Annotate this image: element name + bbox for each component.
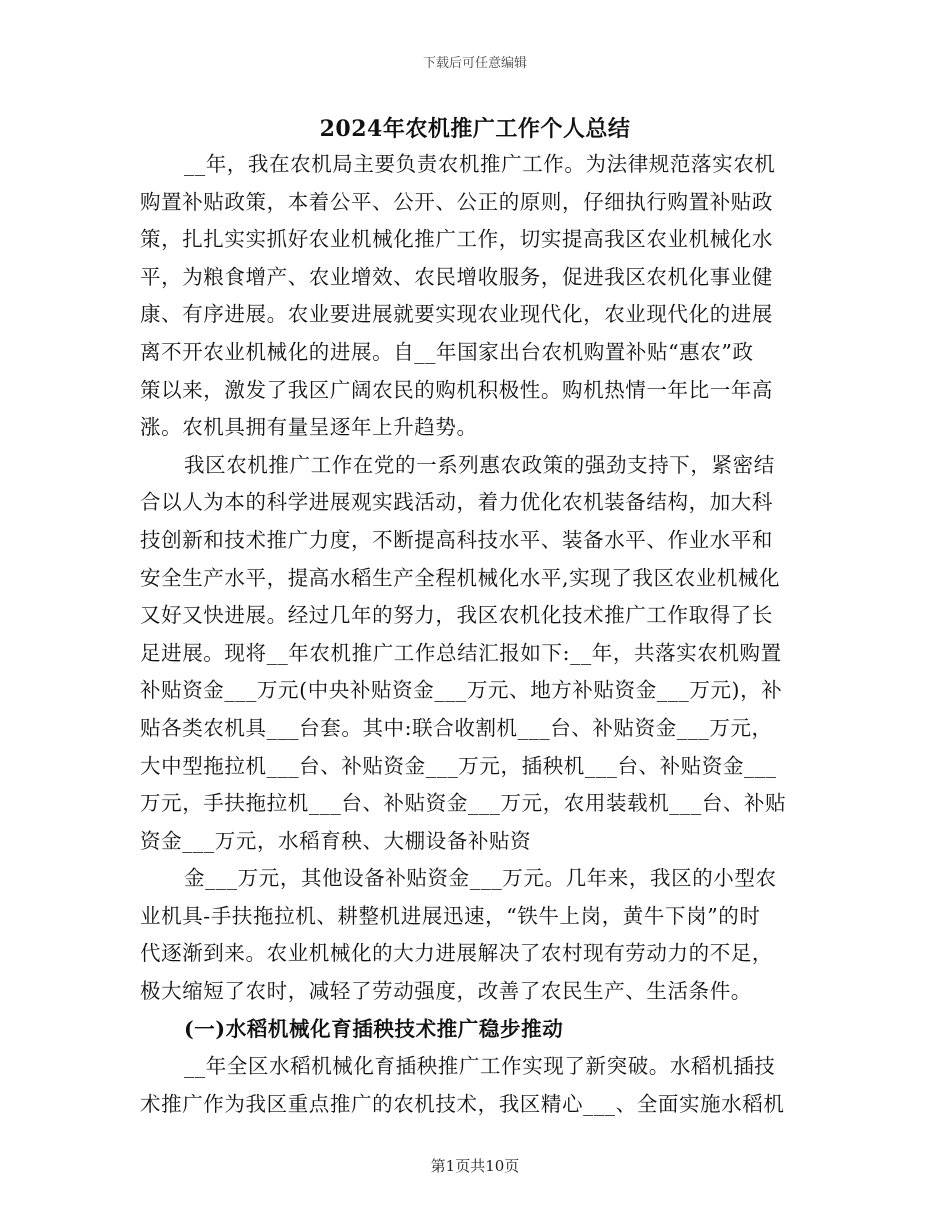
section-heading: (一)水稻机械化育插秧技术推广稳步推动 [184,1016,564,1041]
text-line: __年全区水稻机械化育插秧推广工作实现了新突破。水稻机插技 [184,1054,776,1079]
text-line: 又好又快进展。经过几年的努力，我区农机化技术推广工作取得了长 [140,603,773,628]
text-line: 策以来，激发了我区广阔农民的购机积极性。购机热情一年比一年高 [140,377,773,402]
text-line: 补贴资金___万元(中央补贴资金___万元、地方补贴资金___万元)，补 [140,678,783,703]
document-body [140,146,810,1123]
text-line: 大中型拖拉机___台、补贴资金___万元，插秧机___台、补贴资金___ [140,753,777,778]
text-line: 策，扎扎实实抓好农业机械化推广工作，切实提高我区农业机械化水 [140,227,773,252]
text-line: 离不开农业机械化的进展。自__年国家出台农机购置补贴“惠农”政 [140,339,754,364]
text-line: 安全生产水平，提高水稻生产全程机械化水平,实现了我区农业机械化 [140,565,781,590]
text-line: 康、有序进展。农业要进展就要实现农业现代化，农业现代化的进展 [140,302,773,327]
text-line: 我区农机推广工作在党的一系列惠农政策的强劲支持下，紧密结 [184,452,775,477]
text-line: 代逐渐到来。农业机械化的大力进展解决了农村现有劳动力的不足， [140,941,773,966]
text-line: 业机具-手扶拖拉机、耕整机进展迅速，“铁牛上岗，黄牛下岗”的时 [140,903,761,928]
text-line: 涨。农机具拥有量呈逐年上升趋势。 [140,415,478,440]
text-line: 资金___万元，水稻育秧、大棚设备补贴资 [140,828,532,853]
text-line: 贴各类农机具___台套。其中:联合收割机___台、补贴资金___万元， [140,715,773,740]
text-line: 购置补贴政策，本着公平、公开、公正的原则，仔细执行购置补贴政 [140,189,773,214]
text-line: 术推广作为我区重点推广的农机技术，我区精心___、全面实施水稻机 [140,1091,785,1116]
text-line: 极大缩短了农时，减轻了劳动强度，改善了农民生产、生活条件。 [140,979,752,1004]
text-line: 合以人为本的科学进展观实践活动，着力优化农机装备结构，加大科 [140,490,773,515]
text-line: 平，为粮食增产、农业增效、农民增收服务，促进我区农机化事业健 [140,264,773,289]
text-line: 足进展。现将__年农机推广工作总结汇报如下:__年，共落实农机购置 [140,640,782,665]
text-line: 金___万元，其他设备补贴资金___万元。几年来，我区的小型农 [184,866,777,891]
page-title: 2024年农机推广工作个人总结 [319,116,631,142]
text-line: 万元，手扶拖拉机___台、补贴资金___万元，农用装载机___台、补贴 [140,791,787,816]
text-line: 技创新和技术推广力度，不断提高科技水平、装备水平、作业水平和 [140,527,773,552]
header-note: 下载后可任意编辑 [422,56,527,71]
page-footer: 第1页共10页 [430,1157,520,1175]
text-line: __年，我在农机局主要负责农机推广工作。为法律规范落实农机 [184,152,776,176]
